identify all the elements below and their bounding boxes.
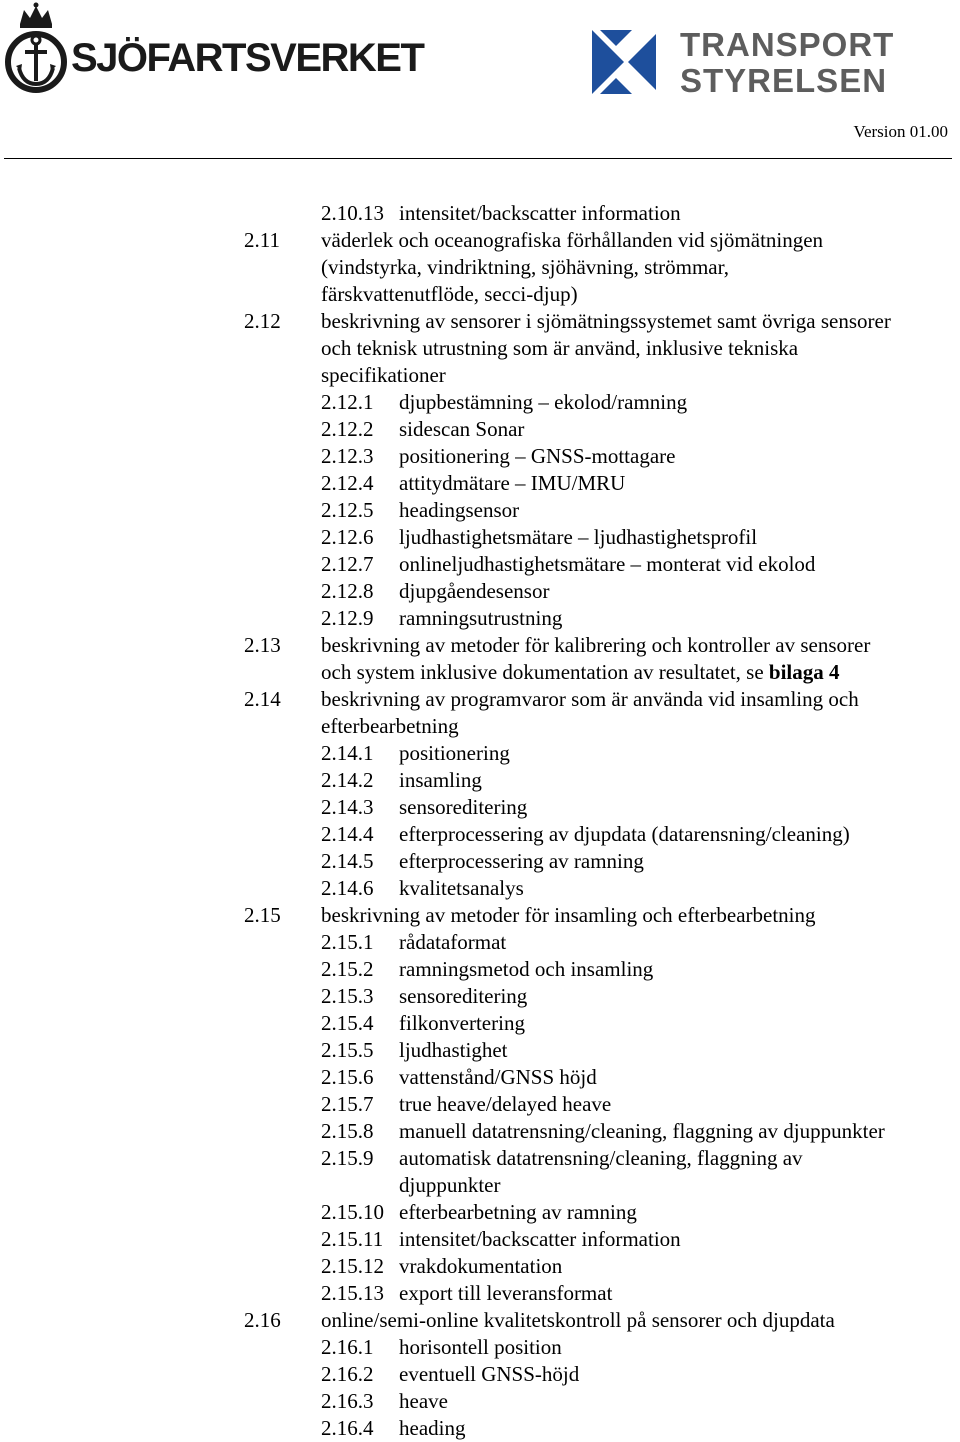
section-text-content: attitydmätare – IMU/MRU (399, 471, 626, 495)
section-text (399, 821, 850, 848)
section-text (399, 1388, 448, 1415)
section-text (399, 1361, 579, 1388)
outline-line (0, 1361, 960, 1388)
section-number: 2.15.8 (321, 1119, 374, 1143)
sjofartsverket-logo (3, 2, 424, 98)
outline-line (0, 686, 960, 713)
section-text (399, 1037, 508, 1064)
section-text-content: online/semi-online kvalitetskontroll på sensorer och djupdata (321, 1308, 835, 1332)
outline-line (0, 308, 960, 335)
outline-line (0, 281, 960, 308)
section-number: 2.16.1 (321, 1335, 374, 1359)
section-text (399, 443, 675, 470)
section-number: 2.15.11 (321, 1227, 384, 1251)
section-text-content: positionering – GNSS-mottagare (399, 444, 676, 468)
outline-line (0, 227, 960, 254)
section-number: 2.15 (244, 903, 281, 927)
section-text-content: beskrivning av sensorer i sjömätningssystemet samt övriga sensorer (321, 309, 891, 333)
section-text-content: intensitet/backscatter information (399, 1227, 681, 1251)
outline-line (0, 1091, 960, 1118)
outline-line (0, 1145, 960, 1172)
section-text (321, 281, 578, 308)
section-number: 2.12.4 (321, 471, 374, 495)
transportstyrelsen-emblem-icon (590, 26, 660, 98)
sjofartsverket-wordmark: SJÖFARTSVERKET (71, 36, 424, 80)
section-text (399, 551, 815, 578)
outline-line (0, 1388, 960, 1415)
outline-line (0, 632, 960, 659)
section-text-content: headingsensor (399, 498, 520, 522)
transportstyrelsen-logo (590, 26, 895, 99)
section-number: 2.12.5 (321, 498, 374, 522)
section-text (321, 308, 891, 335)
outline-line (0, 1253, 960, 1280)
section-text-content: efterbearbetning (321, 714, 459, 738)
section-text-content: djuppunkter (399, 1173, 501, 1197)
section-number: 2.12.6 (321, 525, 374, 549)
outline-line (0, 389, 960, 416)
section-number: 2.14 (244, 687, 281, 711)
section-text (321, 632, 870, 659)
section-text (399, 1091, 611, 1118)
section-text-content: och system inklusive dokumentation av resultatet, se (321, 660, 769, 684)
outline-line (0, 1064, 960, 1091)
section-number: 2.12.2 (321, 417, 374, 441)
section-text (399, 1172, 500, 1199)
outline-line (0, 956, 960, 983)
outline-line (0, 983, 960, 1010)
section-text (321, 686, 859, 713)
document-outline (0, 200, 960, 1442)
section-text (399, 1334, 562, 1361)
outline-line (0, 254, 960, 281)
anchor-crown-emblem-icon (3, 2, 69, 98)
section-text (399, 1415, 465, 1442)
section-text (399, 794, 527, 821)
section-text-content: vattenstånd/GNSS höjd (399, 1065, 597, 1089)
section-text-content: efterprocessering av ramning (399, 849, 644, 873)
section-number: 2.15.2 (321, 957, 374, 981)
outline-line (0, 443, 960, 470)
outline-line (0, 578, 960, 605)
section-number: 2.14.6 (321, 876, 374, 900)
section-text (399, 1145, 803, 1172)
section-number: 2.14.4 (321, 822, 374, 846)
section-text (399, 605, 562, 632)
section-text-content: horisontell position (399, 1335, 562, 1359)
outline-line (0, 470, 960, 497)
section-text (399, 983, 527, 1010)
section-text (399, 1064, 597, 1091)
section-number: 2.12.3 (321, 444, 374, 468)
outline-line (0, 929, 960, 956)
section-number: 2.15.1 (321, 930, 374, 954)
section-text-content: (vindstyrka, vindriktning, sjöhävning, strömmar, (321, 255, 730, 279)
outline-line (0, 1334, 960, 1361)
section-number: 2.15.12 (321, 1254, 384, 1278)
section-text-content: ramningsmetod och insamling (399, 957, 654, 981)
section-text-content: intensitet/backscatter information (399, 201, 681, 225)
section-number: 2.15.4 (321, 1011, 374, 1035)
section-number: 2.11 (244, 228, 280, 252)
section-text (399, 767, 482, 794)
section-text (321, 659, 840, 686)
section-number: 2.10.13 (321, 201, 384, 225)
section-text (399, 470, 625, 497)
section-text (399, 929, 506, 956)
section-text-content: djupgåendesensor (399, 579, 550, 603)
outline-line (0, 1118, 960, 1145)
section-number: 2.12 (244, 309, 281, 333)
section-number: 2.16.2 (321, 1362, 374, 1386)
section-text-content: beskrivning av metoder för insamling och efterbearbetning (321, 903, 816, 927)
section-text (321, 902, 816, 929)
section-text-content: onlineljudhastighetsmätare – monterat vid ekolod (399, 552, 816, 576)
outline-line (0, 200, 960, 227)
section-text-content: manuell datatrensning/cleaning, flaggning av djuppunkter (399, 1119, 885, 1143)
outline-line (0, 1010, 960, 1037)
section-text (321, 1307, 835, 1334)
section-text (399, 1199, 637, 1226)
outline-line (0, 713, 960, 740)
section-text (321, 713, 459, 740)
section-number: 2.14.5 (321, 849, 374, 873)
section-text (399, 1010, 525, 1037)
section-number: 2.14.2 (321, 768, 374, 792)
appendix-reference: bilaga 4 (768, 660, 840, 684)
section-number: 2.16 (244, 1308, 281, 1332)
outline-line (0, 740, 960, 767)
section-text-content: specifikationer (321, 363, 446, 387)
version-label: Version 01.00 (853, 122, 948, 141)
outline-line (0, 767, 960, 794)
section-text (399, 200, 681, 227)
section-text (321, 227, 823, 254)
outline-line (0, 362, 960, 389)
section-text-content: eventuell GNSS-höjd (399, 1362, 580, 1386)
section-number: 2.15.7 (321, 1092, 374, 1116)
outline-line (0, 1280, 960, 1307)
outline-line (0, 497, 960, 524)
section-text-content: ljudhastighetsmätare – ljudhastighetsprofil (399, 525, 758, 549)
header-divider (4, 158, 952, 159)
styrelsen-wordmark: STYRELSEN (680, 62, 888, 99)
section-number: 2.13 (244, 633, 281, 657)
transport-wordmark: TRANSPORT (680, 26, 895, 63)
section-text (399, 956, 653, 983)
section-text-content: och teknisk utrustning som är använd, inklusive tekniska (321, 336, 799, 360)
outline-line (0, 1199, 960, 1226)
section-number: 2.12.9 (321, 606, 374, 630)
section-text (399, 497, 519, 524)
section-text (321, 335, 798, 362)
section-text (399, 1253, 562, 1280)
section-text-content: true heave/delayed heave (399, 1092, 612, 1116)
outline-line (0, 821, 960, 848)
section-text-content: filkonvertering (399, 1011, 525, 1035)
section-text (399, 848, 644, 875)
section-text-content: heave (399, 1389, 448, 1413)
section-text-content: kvalitetsanalys (399, 876, 524, 900)
section-number: 2.15.6 (321, 1065, 374, 1089)
section-text-content: insamling (399, 768, 482, 792)
section-text-content: djupbestämning – ekolod/ramning (399, 390, 688, 414)
section-text-content: efterbearbetning av ramning (399, 1200, 637, 1224)
section-number: 2.16.4 (321, 1416, 374, 1440)
section-text (399, 389, 687, 416)
section-text (399, 578, 549, 605)
section-number: 2.15.9 (321, 1146, 374, 1170)
section-text-content: väderlek och oceanografiska förhållanden vid sjömätningen (321, 228, 824, 252)
section-text-content: ramningsutrustning (399, 606, 563, 630)
outline-line (0, 1307, 960, 1334)
section-number: 2.15.13 (321, 1281, 384, 1305)
section-text (399, 1280, 612, 1307)
outline-line (0, 551, 960, 578)
section-number: 2.12.7 (321, 552, 374, 576)
section-text-content: beskrivning av metoder för kalibrering och kontroller av sensorer (321, 633, 871, 657)
section-text (399, 524, 757, 551)
outline-line (0, 1226, 960, 1253)
section-text-content: heading (399, 1416, 466, 1440)
section-text-content: ljudhastighet (399, 1038, 508, 1062)
outline-line (0, 335, 960, 362)
outline-line (0, 416, 960, 443)
section-text-content: automatisk datatrensning/cleaning, flaggning av (399, 1146, 803, 1170)
outline-line (0, 794, 960, 821)
section-text-content: färskvattenutflöde, secci-djup) (321, 282, 578, 306)
section-number: 2.14.1 (321, 741, 374, 765)
outline-line (0, 659, 960, 686)
outline-line (0, 902, 960, 929)
section-number: 2.15.3 (321, 984, 374, 1008)
section-text-content: export till leveransformat (399, 1281, 613, 1305)
outline-line (0, 524, 960, 551)
outline-line (0, 875, 960, 902)
section-text-content: rådataformat (399, 930, 507, 954)
section-number: 2.12.8 (321, 579, 374, 603)
section-text-content: efterprocessering av djupdata (datarensning/cleaning) (399, 822, 850, 846)
section-text (321, 362, 446, 389)
section-number: 2.15.10 (321, 1200, 384, 1224)
section-text (399, 1226, 681, 1253)
section-text (399, 416, 524, 443)
section-text-content: sidescan Sonar (399, 417, 525, 441)
section-number: 2.15.5 (321, 1038, 374, 1062)
section-text-content: sensoreditering (399, 984, 528, 1008)
section-number: 2.12.1 (321, 390, 374, 414)
section-text (399, 740, 510, 767)
outline-line (0, 848, 960, 875)
outline-line (0, 605, 960, 632)
outline-line (0, 1037, 960, 1064)
section-text (321, 254, 729, 281)
section-number: 2.14.3 (321, 795, 374, 819)
outline-line (0, 1172, 960, 1199)
section-text-content: positionering (399, 741, 510, 765)
outline-line (0, 1415, 960, 1442)
section-text (399, 1118, 885, 1145)
section-text (399, 875, 524, 902)
section-text-content: vrakdokumentation (399, 1254, 563, 1278)
section-text-content: sensoreditering (399, 795, 528, 819)
section-text-content: beskrivning av programvaror som är använda vid insamling och (321, 687, 859, 711)
section-number: 2.16.3 (321, 1389, 374, 1413)
